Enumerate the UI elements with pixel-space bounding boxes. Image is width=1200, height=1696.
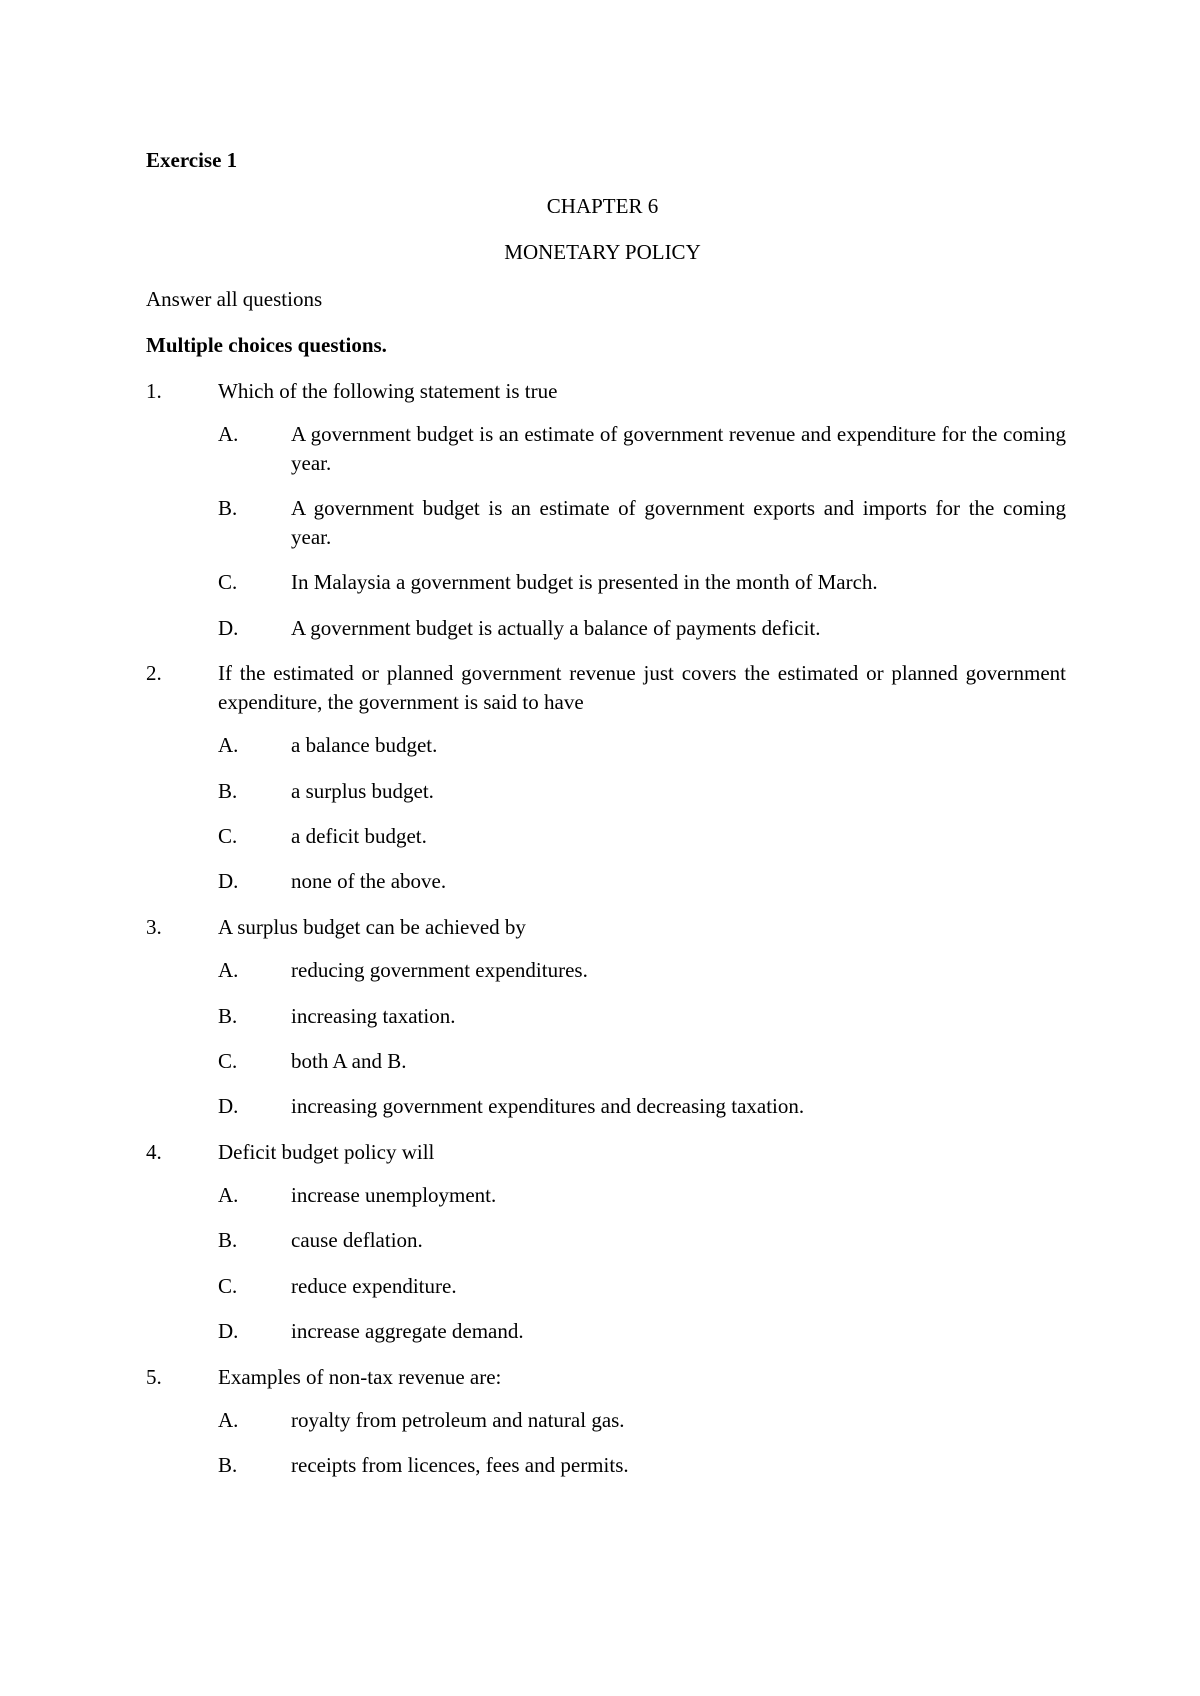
option-letter: B. — [218, 1003, 238, 1028]
instruction-text: Answer all questions — [146, 287, 323, 311]
question-3-options — [218, 956, 1066, 1122]
option-c — [218, 822, 1066, 851]
question-1-options — [218, 420, 1066, 643]
question-text: Deficit budget policy will — [218, 1139, 435, 1164]
option-letter: D. — [218, 615, 239, 640]
option-text: increase aggregate demand. — [291, 1319, 524, 1344]
question-text: Which of the following statement is true — [218, 379, 558, 403]
option-text: receipts from licences, fees and permits. — [291, 1453, 629, 1478]
option-d — [218, 1317, 1066, 1346]
question-text: A surplus budget can be achieved by — [218, 914, 526, 939]
exercise-title: Exercise 1 — [146, 148, 238, 172]
question-text: Examples of non-tax revenue are: — [218, 1364, 502, 1389]
option-letter: C. — [218, 570, 238, 595]
option-letter: D. — [218, 869, 239, 894]
question-number: 1. — [146, 379, 162, 403]
option-text: royalty from petroleum and natural gas. — [291, 1408, 625, 1433]
option-a — [218, 956, 1066, 985]
option-letter: A. — [218, 422, 239, 447]
option-b — [218, 1451, 1066, 1480]
question-text: If the estimated or planned government revenue just covers the estimated or planned government expenditure, the government is said to have — [218, 661, 1066, 715]
option-letter: D. — [218, 1319, 239, 1344]
option-b — [218, 777, 1066, 806]
option-b — [218, 1002, 1066, 1031]
question-2-options — [218, 731, 1066, 897]
option-c — [218, 1272, 1066, 1301]
option-letter: C. — [218, 823, 238, 848]
subject-title: MONETARY POLICY — [504, 240, 701, 264]
option-text: increasing taxation. — [291, 1003, 456, 1028]
question-3 — [146, 913, 1066, 942]
section-heading: Multiple choices questions. — [146, 333, 387, 357]
option-letter: D. — [218, 1094, 239, 1119]
option-d — [218, 1092, 1066, 1121]
option-text: In Malaysia a government budget is presented in the month of March. — [291, 570, 878, 595]
question-number: 3. — [146, 914, 162, 939]
option-letter: B. — [218, 1228, 238, 1253]
question-4-options — [218, 1181, 1066, 1347]
option-a — [218, 420, 1066, 478]
option-text: reducing government expenditures. — [291, 958, 588, 983]
option-d — [218, 614, 1066, 643]
option-text: A government budget is an estimate of government revenue and expenditure for the coming year. — [291, 422, 1066, 476]
option-a — [218, 731, 1066, 760]
option-b — [218, 1226, 1066, 1255]
option-text: a balance budget. — [291, 733, 438, 758]
option-c — [218, 568, 1066, 597]
option-a — [218, 1181, 1066, 1210]
option-b — [218, 494, 1066, 552]
option-letter: C. — [218, 1048, 238, 1073]
option-letter: A. — [218, 733, 239, 758]
option-letter: B. — [218, 1453, 238, 1478]
question-number: 2. — [146, 661, 162, 686]
question-5 — [146, 1363, 1066, 1392]
option-letter: A. — [218, 1408, 239, 1433]
option-letter: B. — [218, 778, 238, 803]
option-text: increasing government expenditures and decreasing taxation. — [291, 1094, 805, 1119]
option-text: reduce expenditure. — [291, 1273, 457, 1298]
option-text: increase unemployment. — [291, 1183, 497, 1208]
option-c — [218, 1047, 1066, 1076]
option-text: A government budget is actually a balance of payments deficit. — [291, 615, 821, 640]
option-letter: A. — [218, 1183, 239, 1208]
option-letter: C. — [218, 1273, 238, 1298]
question-5-options — [218, 1406, 1066, 1481]
option-letter: B. — [218, 496, 238, 521]
question-list — [146, 377, 1066, 1497]
option-text: a deficit budget. — [291, 823, 427, 848]
question-number: 4. — [146, 1139, 162, 1164]
option-d — [218, 867, 1066, 896]
option-text: none of the above. — [291, 869, 447, 894]
option-letter: A. — [218, 958, 239, 983]
option-text: cause deflation. — [291, 1228, 423, 1253]
option-text: both A and B. — [291, 1048, 407, 1073]
question-1 — [146, 377, 1066, 406]
question-2 — [146, 659, 1066, 717]
question-4 — [146, 1138, 1066, 1167]
question-number: 5. — [146, 1364, 162, 1389]
option-text: a surplus budget. — [291, 778, 434, 803]
option-a — [218, 1406, 1066, 1435]
option-text: A government budget is an estimate of government exports and imports for the coming year. — [291, 496, 1066, 550]
chapter-title: CHAPTER 6 — [546, 194, 659, 218]
